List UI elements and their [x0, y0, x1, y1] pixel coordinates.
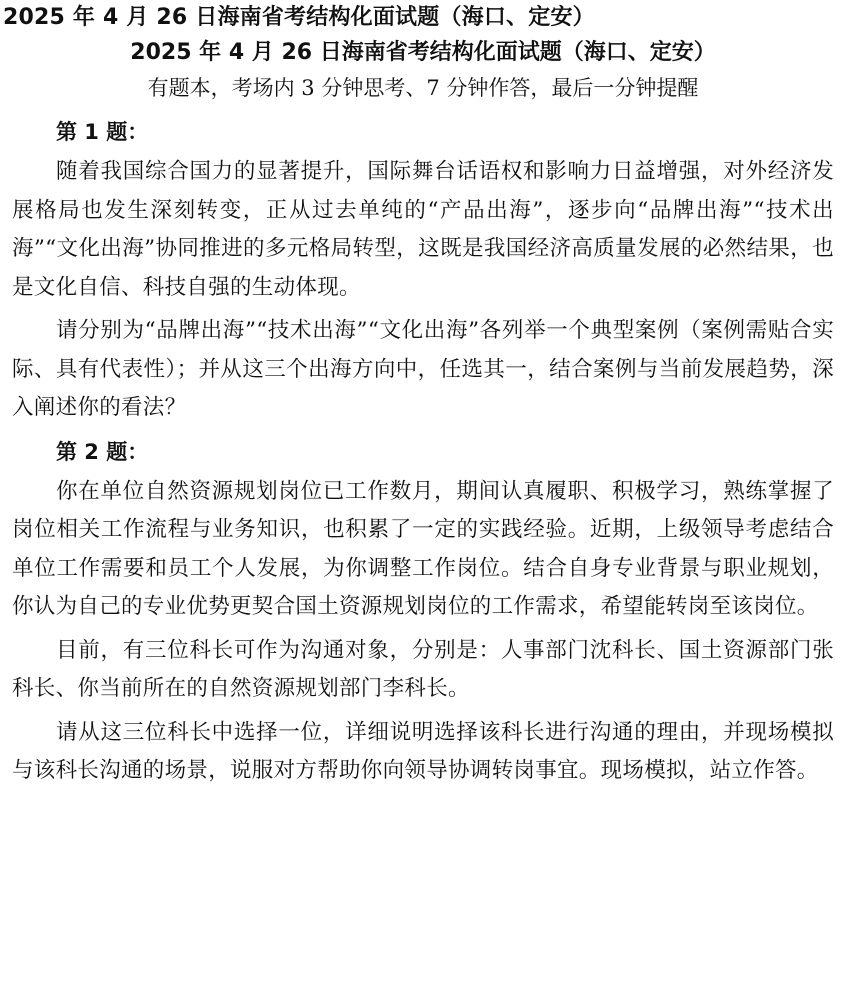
question-2	[12, 434, 834, 791]
question-2-paragraph-1: 你在单位自然资源规划岗位已工作数月，期间认真履职、积极学习，熟练掌握了岗位相关工作流程与业务知识，也积累了一定的实践经验。近期，上级领导考虑结合单位工作需要和员工个人发展，为你调整工作岗位。结合自身专业背景与职业规划，你认为自己的专业优势更契合国土资源规划岗位的工作需求，希望能转岗至该岗位。	[12, 478, 834, 619]
document-title: 2025 年 4 月 26 日海南省考结构化面试题（海口、定安）	[130, 40, 716, 65]
question-2-heading: 第 2 题：	[56, 439, 149, 464]
top-title: 2025 年 4 月 26 日海南省考结构化面试题（海口、定安）	[3, 5, 595, 30]
question-1-paragraph-1: 随着我国综合国力的显著提升，国际舞台话语权和影响力日益增强，对外经济发展格局也发生深刻转变，正从过去单纯的“产品出海”，逐步向“品牌出海”“技术出海”“文化出海”协同推进的多元格局转型，这既是我国经济高质量发展的必然结果，也是文化自信、科技自强的生动体现。	[12, 159, 834, 300]
question-2-paragraph-2: 目前，有三位科长可作为沟通对象，分别是：人事部门沈科长、国土资源部门张科长、你当前所在的自然资源规划部门李科长。	[12, 637, 834, 701]
document-subtitle: 有题本，考场内 3 分钟思考、7 分钟作答，最后一分钟提醒	[147, 76, 699, 100]
question-2-paragraph-3: 请从这三位科长中选择一位，详细说明选择该科长进行沟通的理由，并现场模拟与该科长沟通的场景，说服对方帮助你向领导协调转岗事宜。现场模拟，站立作答。	[12, 719, 834, 783]
question-1-paragraph-2: 请分别为“品牌出海”“技术出海”“文化出海”各列举一个典型案例（案例需贴合实际、具有代表性）；并从这三个出海方向中，任选其一，结合案例与当前发展趋势，深入阐述你的看法？	[12, 318, 834, 420]
question-1	[12, 114, 834, 428]
document-body	[12, 114, 834, 796]
question-1-heading: 第 1 题：	[56, 120, 149, 144]
